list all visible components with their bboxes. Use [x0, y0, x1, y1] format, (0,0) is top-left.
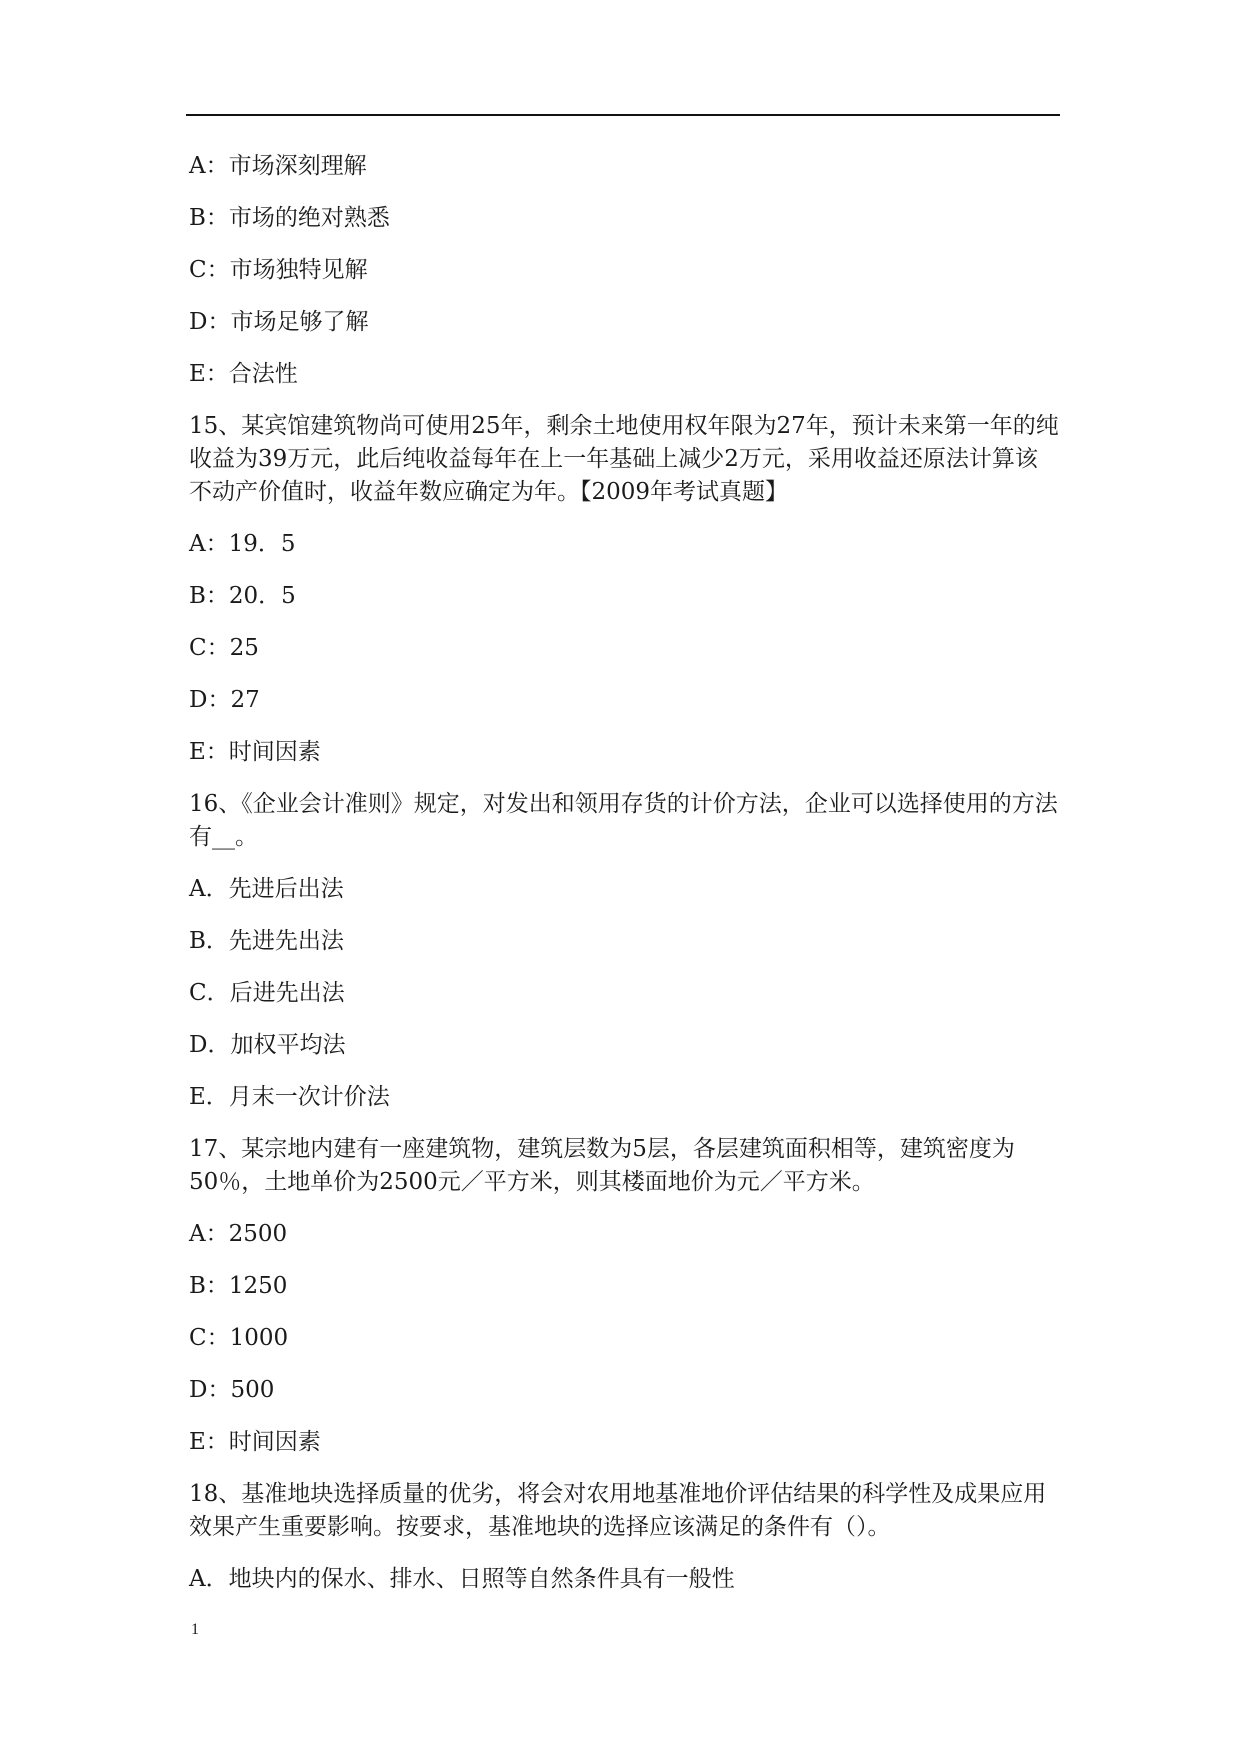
- document-body: [189, 150, 1059, 1615]
- option-line: B：市场的绝对熟悉: [189, 205, 390, 231]
- option-line: A．地块内的保水、排水、日照等自然条件具有一般性: [189, 1566, 735, 1592]
- option-line: D：市场足够了解: [189, 309, 369, 335]
- option-line: D：500: [189, 1377, 275, 1403]
- option-line: E：合法性: [189, 361, 298, 387]
- option-line: C：25: [189, 635, 259, 661]
- header-rule: [186, 114, 1060, 116]
- option-line: B．先进先出法: [189, 928, 344, 954]
- option-line: E：时间因素: [189, 739, 321, 765]
- page-number: 1: [191, 1621, 199, 1638]
- option-line: A：19．5: [189, 531, 296, 557]
- option-line: E：时间因素: [189, 1429, 321, 1455]
- option-line: C．后进先出法: [189, 980, 345, 1006]
- option-line: A：市场深刻理解: [189, 153, 367, 179]
- option-line: D：27: [189, 687, 260, 713]
- option-line: B：20．5: [189, 583, 296, 609]
- option-line: A．先进后出法: [189, 876, 344, 902]
- option-line: E．月末一次计价法: [189, 1084, 390, 1110]
- question-15: 15、某宾馆建筑物尚可使用25年，剩余土地使用权年限为27年，预计未来第一年的纯收益为39万元，此后纯收益每年在上一年基础上减少2万元，采用收益还原法计算该不动产价值时，收益年数应确定为年。【2009年考试真题】: [189, 413, 1059, 505]
- option-line: A：2500: [189, 1221, 288, 1247]
- question-16: 16、《企业会计准则》规定，对发出和领用存货的计价方法，企业可以选择使用的方法有__。: [189, 791, 1058, 850]
- option-line: B：1250: [189, 1273, 288, 1299]
- option-line: C：市场独特见解: [189, 257, 368, 283]
- question-17: 17、某宗地内建有一座建筑物，建筑层数为5层，各层建筑面积相等，建筑密度为50％，土地单价为2500元／平方米，则其楼面地价为元／平方米。: [189, 1136, 1015, 1195]
- question-18: 18、基准地块选择质量的优劣，将会对农用地基准地价评估结果的科学性及成果应用效果产生重要影响。按要求，基准地块的选择应该满足的条件有（）。: [189, 1481, 1047, 1540]
- option-line: C：1000: [189, 1325, 289, 1351]
- option-line: D．加权平均法: [189, 1032, 346, 1058]
